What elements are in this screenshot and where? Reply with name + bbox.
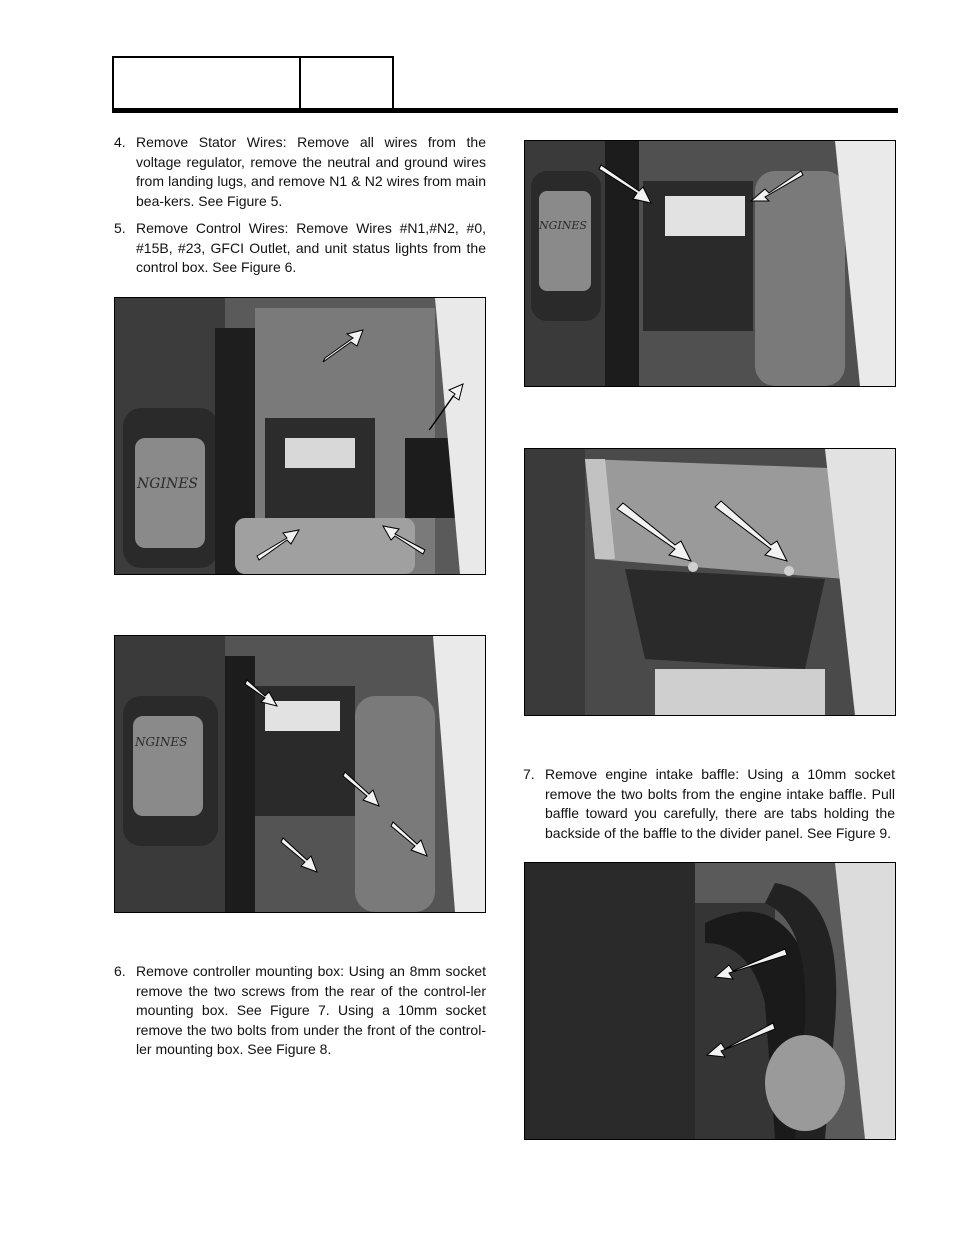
photo-engine-label-2: NGINES [135, 735, 188, 749]
step-7-text: Remove engine intake baffle: Using a 10mm socket remove the two bolts from the engine intake baffle. Pull baffle toward you carefully, there are tabs holding the backside of the baffle to the divider panel. See Figure 9. [545, 766, 895, 841]
header-box-left [112, 56, 301, 110]
photo-stator-wires [114, 297, 486, 575]
step-6-number: 6. [114, 963, 126, 979]
step-7 [523, 765, 895, 843]
step-5-text: Remove Control Wires: Remove Wires #N1,#N2, #0, #15B, #23, GFCI Outlet, and unit status lights from the control box. See Figure 6. [136, 220, 486, 276]
step-6 [114, 962, 486, 1060]
header-box-right [299, 56, 394, 110]
step-5 [114, 219, 486, 278]
photo-control-wires [114, 635, 486, 913]
header-rule [112, 108, 898, 113]
step-4-text: Remove Stator Wires: Remove all wires from the voltage regulator, remove the neutral and ground wires from landing lugs, and remove N1 & N2 wires from main bea-kers. See Figure 5. [136, 134, 486, 209]
photo-engine-label-3: NGINES [539, 219, 587, 232]
photo-intake-baffle [524, 862, 896, 1140]
step-5-number: 5. [114, 220, 126, 236]
step-7-number: 7. [523, 766, 535, 782]
photo-engine-label: NGINES [137, 476, 199, 492]
step-4-number: 4. [114, 134, 126, 150]
step-4 [114, 133, 486, 211]
photo-controller-box-rear [524, 140, 896, 387]
step-6-text: Remove controller mounting box: Using an 8mm socket remove the two screws from the rear of the control-ler mounting box. See Figure 7. Using a 10mm socket remove the two bolts from under the front of the control-ler mounting box. See Figure 8. [136, 963, 486, 1058]
photo-controller-box-front [524, 448, 896, 716]
